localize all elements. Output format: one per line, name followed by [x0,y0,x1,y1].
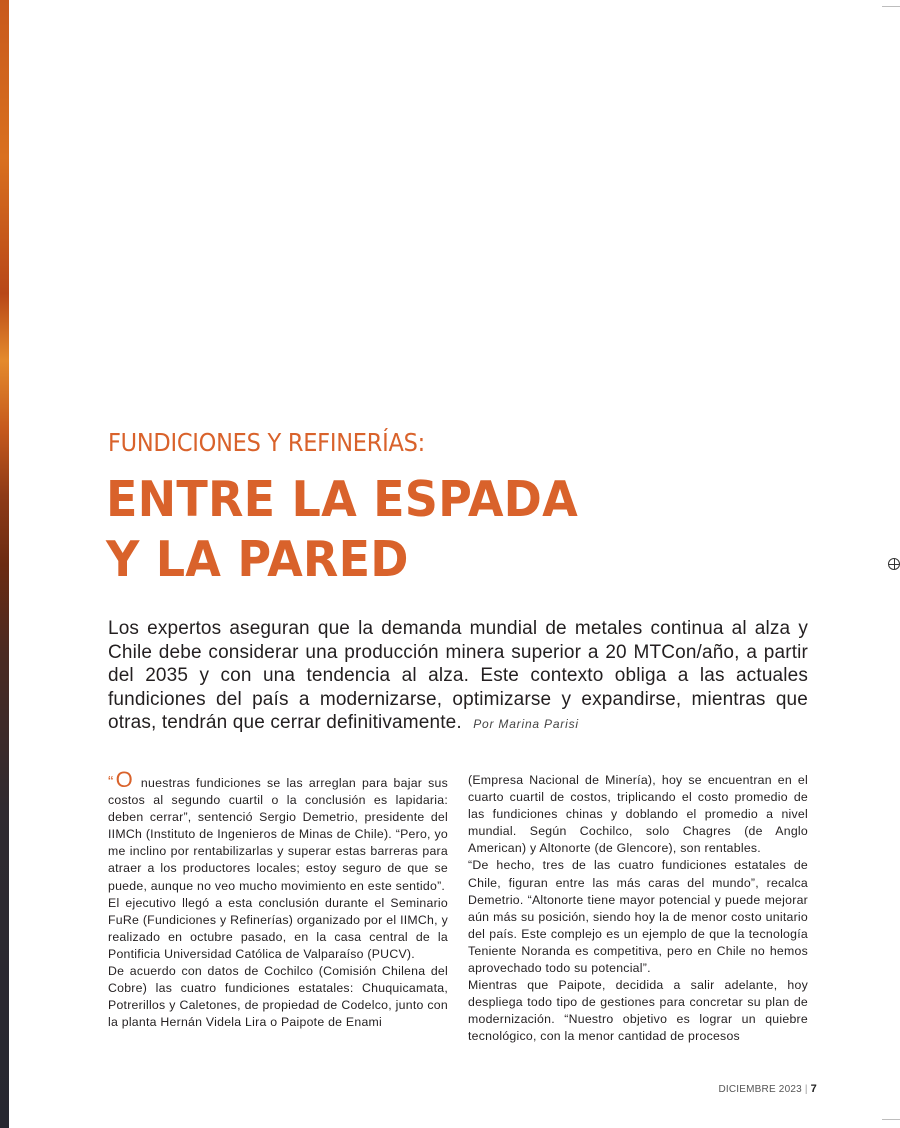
article-kicker: FUNDICIONES Y REFINERÍAS: [108,428,425,457]
headline-line-2: Y LA PARED [106,531,409,588]
paragraph: “De hecho, tres de las cuatro fundiciones estatales de Chile, figuran entre las más caras del mundo”, recalca Demetrio. “Altonorte tiene mayor potencial y puede mejorar aún más su posición, siendo hoy la de menor costo unitario del país. Este complejo es un ejemplo de que la tecnología Teniente Noranda es competitiva, pero en Chile no hemos aprovechado todo su potencial”. [468,858,808,976]
crop-mark-bottom [882,1119,900,1120]
paragraph: De acuerdo con datos de Cochilco (Comisión Chilena del Cobre) las cuatro fundiciones estatales: Chuquicamata, Potrerillos y Caletones, de propiedad de Codelco, junto con la planta Hernán Videla Lira o Paipote de Enami [108,964,448,1030]
registration-mark-icon [888,558,900,570]
issue-date: DICIEMBRE 2023 [718,1084,802,1095]
article-lede [108,617,808,737]
body-column-right [468,772,808,1046]
page-footer [718,1083,817,1095]
paragraph: Mientras que Paipote, decidida a salir adelante, hoy despliega todo tipo de gestiones para concretar su plan de modernización. “Nuestro objetivo es lograr un quiebre tecnológico, con la menor cantidad de procesos [468,978,808,1044]
byline: Por Marina Parisi [473,717,579,732]
lede-text: Los expertos aseguran que la demanda mundial de metales continua al alza y Chile debe considerar una producción minera superior a 20 MTCon/año, a partir del 2035 y con una tendencia al alza. Este contexto obliga a las actuales fundiciones del país a modernizarse, optimizarse y expandirse, mientras que otras, tendrán que cerrar definitivamente. [108,618,808,734]
article-headline [106,470,578,590]
paragraph: (Empresa Nacional de Minería), hoy se encuentran en el cuarto cuartil de costos, triplicando el costo promedio de las fundiciones chinas y doblando el promedio a nivel mundial. Según Cochilco, solo Chagres (de Anglo American) y Altonorte (de Glencore), son rentables. [468,773,808,856]
decorative-edge-bar [0,0,9,1128]
dropcap-quote: “ [108,774,114,791]
page-number: 7 [810,1083,817,1095]
crop-mark-top [882,6,900,7]
dropcap-letter: O [115,767,133,792]
paragraph [108,767,448,895]
headline-line-1: ENTRE LA ESPADA [106,471,578,528]
paragraph-text: nuestras fundiciones se las arreglan para bajar sus costos al segundo cuartil o la conclusión es lapidaria: deben cerrar”, sentenció Sergio Demetrio, presidente del IIMCh (Instituto de Ingenieros de Minas de Chile). “Pero, yo me inclino por rentabilizarlas y superar estas barreras para atraer a los productores locales; estoy seguro de que se puede, aunque no veo mucho movimiento en este sentido”. [108,776,448,893]
footer-separator: | [804,1084,808,1095]
body-column-left [108,767,448,1031]
paragraph: El ejecutivo llegó a esta conclusión durante el Seminario FuRe (Fundiciones y Refinerías) organizado por el IIMCh, y realizado en octubre pasado, en la casa central de la Pontificia Universidad Católica de Valparaíso (PUCV). [108,895,448,961]
